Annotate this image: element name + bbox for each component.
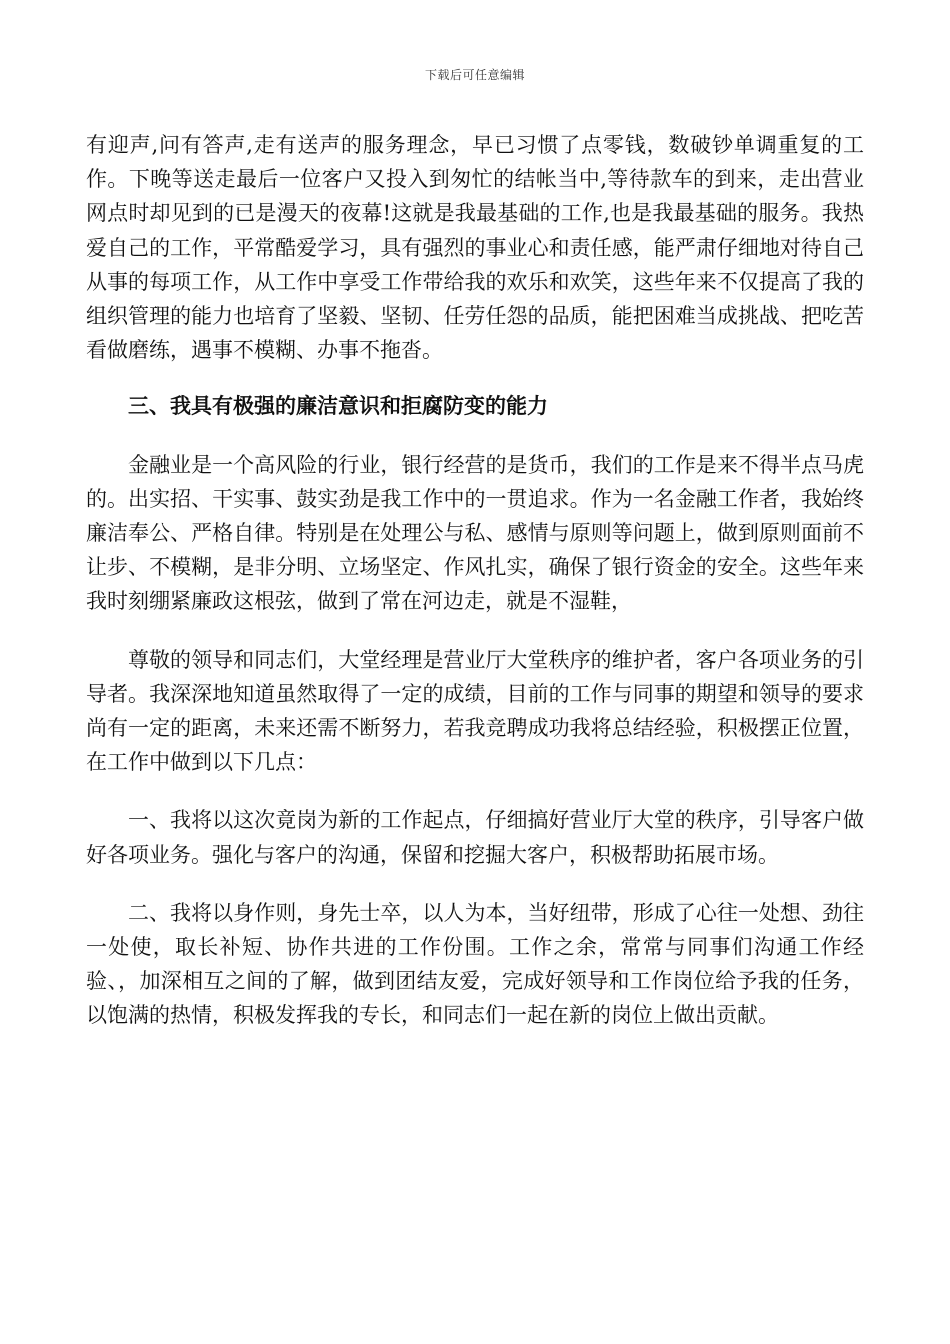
section-heading-integrity: 三、我具有极强的廉洁意识和拒腐防变的能力 <box>128 393 548 419</box>
page-header-note: 下载后可任意编辑 <box>424 68 525 82</box>
paragraph-point-one: 一、我将以这次竟岗为新的工作起点，仔细搞好营业厅大堂的秩序，引导客户做好各项业务。强化与客户的沟通，保留和挖掘大客户，积极帮助拓展市场。 <box>86 808 864 867</box>
paragraph-address-leaders: 尊敬的领导和同志们，大堂经理是营业厅大堂秩序的维护者，客户各项业务的引导者。我深深地知道虽然取得了一定的成绩，目前的工作与同事的期望和领导的要求尚有一定的距离，未来还需不断努力，若我竞聘成功我将总结经验，积极摆正位置，在工作中做到以下几点： <box>86 647 864 775</box>
paragraph-service-routine: 有迎声,问有答声,走有送声的服务理念，早已习惯了点零钱，数破钞单调重复的工作。下晚等送走最后一位客户又投入到匆忙的结帐当中,等待款车的到来，走出营业网点时却见到的已是漫天的夜幕!这就是我最基础的工作,也是我最基础的服务。我热爱自己的工作，平常酷爱学习，具有强烈的事业心和责任感，能严肃仔细地对待自己从事的每项工作，从工作中享受工作带给我的欢乐和欢笑，这些年来不仅提高了我的组织管理的能力也培育了坚毅、坚韧、任劳任怨的品质，能把困难当成挑战、把吃苦看做磨练，遇事不模糊、办事不拖沓。 <box>86 133 864 363</box>
document-body <box>86 128 864 1033</box>
paragraph-integrity: 金融业是一个高风险的行业，银行经营的是货币，我们的工作是来不得半点马虎的。出实招、干实事、鼓实劲是我工作中的一贯追求。作为一名金融工作者，我始终廉洁奉公、严格自律。特别是在处理公与私、感情与原则等问题上，做到原则面前不让步、不模糊，是非分明、立场坚定、作风扎实，确保了银行资金的安全。这些年来我时刻绷紧廉政这根弦，做到了常在河边走，就是不湿鞋， <box>86 452 864 614</box>
paragraph-point-two: 二、我将以身作则，身先士卒，以人为本，当好纽带，形成了心往一处想、劲往一处使，取长补短、协作共进的工作份围。工作之余，常常与同事们沟通工作经验、，加深相互之间的了解，做到团结友爱，完成好领导和工作岗位给予我的任务，以饱满的热情，积极发挥我的专长，和同志们一起在新的岗位上做出贡献。 <box>86 900 864 1028</box>
